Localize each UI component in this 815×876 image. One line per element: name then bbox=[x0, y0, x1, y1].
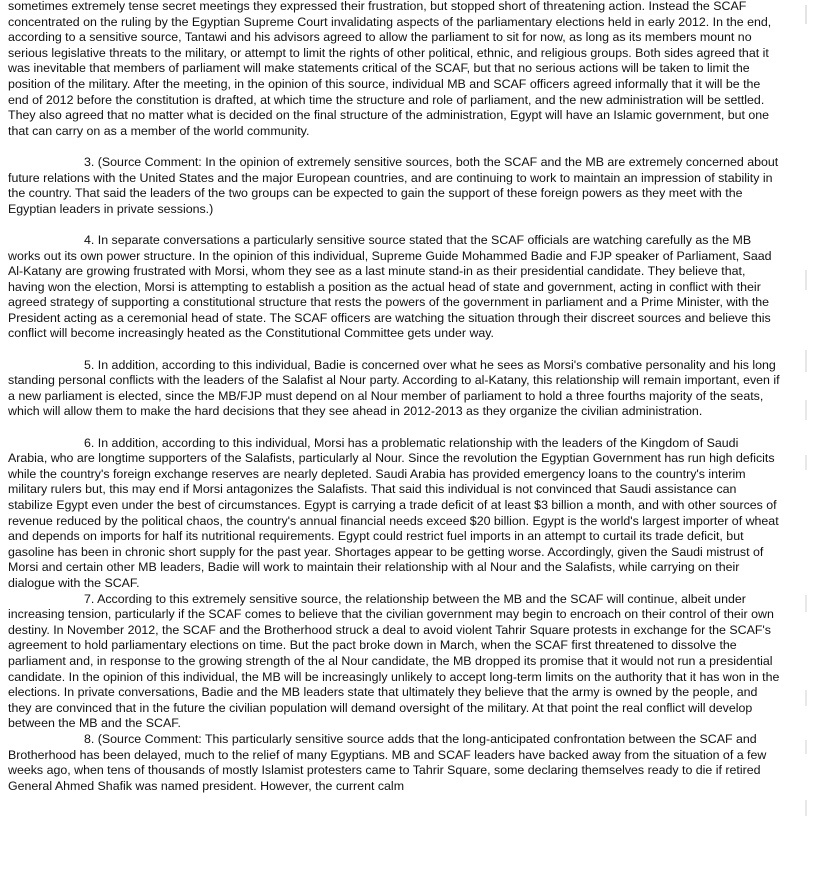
document-body bbox=[8, 0, 780, 794]
paragraph-6: 6. In addition, according to this individual, Morsi has a problematic relationship with the leaders of the Kingdom of Saudi Arabia, who are longtime supporters of the Salafists, particularly al Nour. Since the revolution the Egyptian Government has run high deficits while the country's foreign exchange reserves are nearly depleted. Saudi Arabia has provided emergency loans to the country's interim military rulers but, this may end if Morsi antagonizes the Salafists. That said this individual is not convinced that Saudi assistance can stabilize Egypt even under the best of circumstances. Egypt is carrying a trade deficit of at least $3 billion a month, and with other sources of revenue reduced by the political chaos, the country's annual financial needs exceed $20 billion. Egypt is the world's largest importer of wheat and depends on imports for half its nutritional requirements. Egypt could restrict fuel imports in an attempt to curtail its trade deficit, but gasoline has been in chronic short supply for the past year. Shortages appear to be getting worse. Accordingly, given the Saudi mistrust of Morsi and certain other MB leaders, Badie will work to maintain their relationship with al Nour and the Salafists, while carrying on their dialogue with the SCAF. bbox=[8, 435, 779, 590]
paragraph-3: 3. (Source Comment: In the opinion of extremely sensitive sources, both the SCAF and the MB are extremely concerned about future relations with the United States and the major European countries, and are continuing to work to maintain an impression of stability in the country. That said the leaders of the two groups can be expected to gain the support of these foreign powers as they meet with the Egyptian leaders in private sessions.) bbox=[8, 154, 779, 216]
paragraph-5: 5. In addition, according to this individual, Badie is concerned over what he sees as Morsi's combative personality and his long standing personal conflicts with the leaders of the Salafist al Nour party. According to al-Katany, this relationship will remain important, even if a new parliament is elected, since the MB/FJP must depend on al Nour member of parliament to hold a three fourths majority of the seats, which will allow them to make the hard decisions that they see ahead in 2012-2013 as they organize the civilian administration. bbox=[8, 357, 780, 419]
paragraph-7: 7. According to this extremely sensitive source, the relationship between the MB and the SCAF will continue, albeit under increasing tension, particularly if the SCAF comes to believe that the civilian government may begin to encroach on their control of their own destiny. In November 2012, the SCAF and the Brotherhood struck a deal to avoid violent Tahrir Square protests in exchange for the SCAF's agreement to hold parliamentary elections on time. But the pact broke down in March, when the SCAF first threatened to dissolve the parliament and, in response to the growing strength of the al Nour candidate, the MB dropped its promise that it would not run a presidential candidate. In the opinion of this individual, the MB will be increasingly unlikely to accept long-term limits on the authority that it has won in the elections. In private conversations, Badie and the MB leaders state that ultimately they believe that the army is owned by the people, and they are convinced that in the future the civilian population will demand oversight of the military. At that point the real conflict will develop between the MB and the SCAF. bbox=[8, 591, 780, 731]
paragraph-intro: sometimes extremely tense secret meetings they expressed their frustration, but stopped short of threatening action. Instead the SCAF concentrated on the ruling by the Egyptian Supreme Court invalidating aspects of the parliamentary elections held in early 2012. In the end, according to a sensitive source, Tantawi and his advisors agreed to allow the parliament to sit for now, as long as its members mount no serious legislative threats to the military, or attempt to limit the rights of other political, ethnic, and religious groups. Both sides agreed that it was inevitable that members of parliament will make statements critical of the SCAF, but that no serious actions will be taken to limit the position of the military. After the meeting, in the opinion of this source, individual MB and SCAF officers agreed informally that it will be the end of 2012 before the constitution is drafted, at which time the structure and role of parliament, and the new administration will be settled. They also agreed that no matter what is decided on the final structure of the administration, Egypt will have an Islamic government, but one that can carry on as a member of the world community. bbox=[8, 0, 772, 138]
paragraph-8: 8. (Source Comment: This particularly sensitive source adds that the long-anticipated confrontation between the SCAF and Brotherhood has been delayed, much to the relief of many Egyptians. MB and SCAF leaders have backed away from the situation of a few weeks ago, when tens of thousands of mostly Islamist protesters came to Tahrir Square, some declaring themselves ready to die if retired General Ahmed Shafik was named president. However, the current calm bbox=[8, 731, 767, 793]
paragraph-4: 4. In separate conversations a particularly sensitive source stated that the SCAF officials are watching carefully as the MB works out its own power structure. In the opinion of this individual, Supreme Guide Mohammed Badie and FJP speaker of Parliament, Saad Al-Katany are growing frustrated with Morsi, whom they see as a last minute stand-in as their presidential candidate. They believe that, having won the election, Morsi is attempting to establish a position as the actual head of state and government, acting in conflict with their agreed strategy of supporting a constitutional structure that rests the powers of the government in parliament and a Prime Minister, with the President acting as a ceremonial head of state. The SCAF officers are watching the situation through their discreet sources and believe this conflict will become increasingly heated as the Constitutional Committee gets under way. bbox=[8, 232, 772, 341]
